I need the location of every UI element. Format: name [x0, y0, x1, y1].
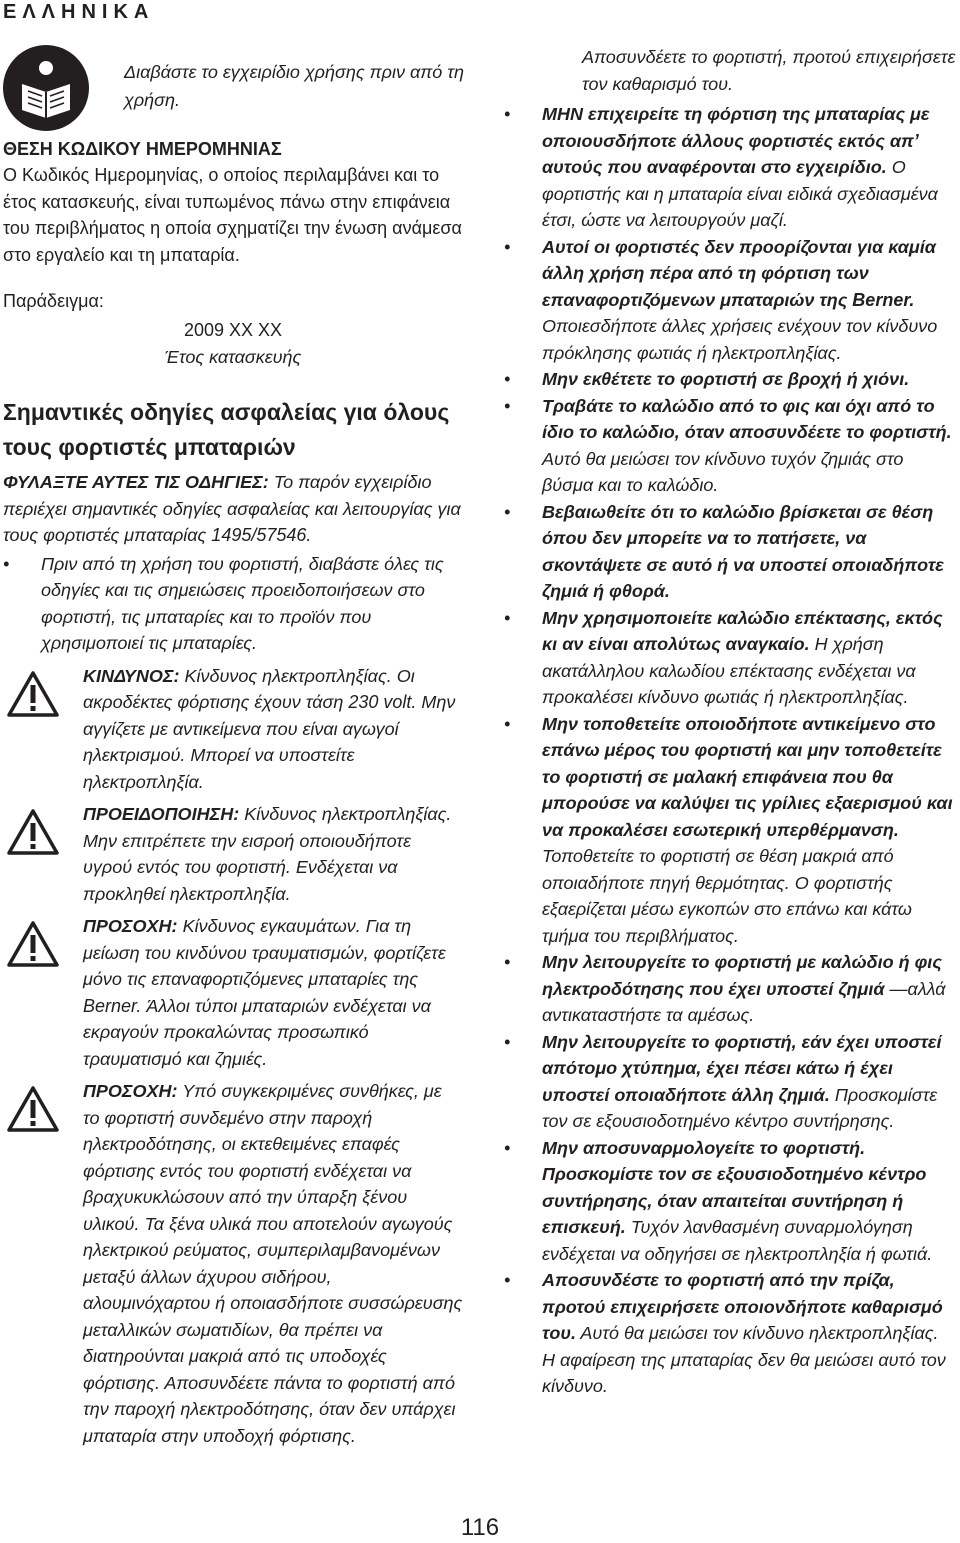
warning-triangle-icon [7, 809, 59, 855]
bullet-text: Τυχόν λανθασμένη συναρμολόγηση ενδέχεται να οδηγήσει σε ηλεκτροπληξία ή φωτιά. [542, 1217, 933, 1264]
warning-danger [3, 663, 463, 796]
list-item [504, 949, 956, 1029]
bullet-bold-text: Αυτοί οι φορτιστές δεν προορίζονται για καμία άλλη χρήση πέρα από τη φόρτιση των επαναφορτιζόμενων μπαταριών της Berner. [542, 236, 936, 310]
bullet-text: Οποιεσδήποτε άλλες χρήσεις ενέχουν τον κίνδυνο πρόκλησης φωτιάς ή ηλεκτροπληξίας. [542, 316, 938, 363]
warning-burn [3, 913, 463, 1072]
bullet-bold-text: Μην λειτουργείτε το φορτιστή, εάν έχει υποστεί απότομο χτύπημα, έχει πέσει κάτω ή έχει υποστεί οποιαδήποτε άλλη ζημιά. [542, 1031, 942, 1105]
warning-title: ΠΡΟΕΙΔΟΠΟΙΗΣΗ: [83, 804, 240, 824]
bullet-bold-text: Βεβαιωθείτε ότι το καλώδιο βρίσκεται σε θέση όπου δεν μπορείτε να το πατήσετε, να σκοντάψετε σε αυτό ή να υποστεί οποιαδήποτε ζημιά ή φθορά. [542, 501, 944, 601]
bullet-dot: • [504, 501, 511, 522]
bullet-text: Ο φορτιστής και η μπαταρία είναι ειδικά σχεδιασμένα έτσι, ώστε να λειτουργούν μαζί. [542, 157, 938, 230]
bullet-bold-text: Μην χρησιμοποιείτε καλώδιο επέκτασης, εκτός κι αν είναι απολύτως αναγκαίο. [542, 607, 943, 654]
example-date-code: 2009 XX XX [183, 320, 283, 340]
warning-text: Υπό συγκεκριμένες συνθήκες, με το φορτιστή συνδεμένο στην παροχή ηλεκτροδότησης, οι εκτεθειμένες επαφές φόρτισης εντός του φορτιστή ενδέχεται να βραχυκυκλώσουν από την ύπαρξη ξένου υλικού. Τα ξένα υλικά που αποτελούν αγωγούς ηλεκτρικού ρεύματος, συμπεριλαμβανομένων μεταξύ άλλων άχυρου σιδήρου, αλουμινόχαρτου ή οποιασδήποτε συσσώρευσης μεταλλικών σωματιδίων, θα πρέπει να διατηρούνται μακριά από τις υποδοχές φόρτισης. Αποσυνδέετε πάντα το φορτιστή από την παροχή ηλεκτροδότησης, όταν δεν υπάρχει μπαταρία στην υποδοχή φόρτισης. [83, 1081, 463, 1446]
bullet-dot: • [504, 952, 511, 972]
list-item [504, 499, 956, 605]
bullet-dot: • [504, 369, 511, 389]
warning-triangle-icon [7, 1086, 59, 1132]
bullet-text: Τοποθετείτε το φορτιστή σε θέση μακριά από οποιαδήποτε πηγή θερμότητας. Ο φορτιστής εξαερίζεται μέσω εγκοπών στο επάνω και κάτω τμήμα του περιβλήματος. [542, 846, 912, 946]
bullet-dot: • [504, 1031, 511, 1052]
first-bullet [3, 551, 463, 657]
example-label: Παράδειγμα: [3, 291, 104, 311]
list-item [504, 234, 956, 367]
bullet-dot: • [504, 1270, 511, 1290]
safety-title: Σημαντικές οδηγίες ασφαλείας για όλους τους φορτιστές μπαταριών [3, 399, 450, 460]
list-item [504, 1135, 956, 1268]
read-manual-text: Διαβάστε το εγχειρίδιο χρήσης πριν από τη χρήση. [124, 62, 465, 110]
language-heading: ΕΛΛΗΝΙΚΑ [3, 1, 155, 23]
bullet-bold-text: Μην εκθέτετε το φορτιστή σε βροχή ή χιόνι. [542, 369, 910, 389]
warning-text: Κίνδυνος ηλεκτροπληξίας. Οι ακροδέκτες φόρτισης έχουν τάση 230 volt. Μην αγγίζετε με αντικείμενα που είναι αγωγοί ηλεκτρισμού. Μπορεί να υποστείτε ηλεκτροπληξία. [83, 665, 456, 792]
warning-short-circuit [3, 1078, 463, 1449]
example-caption: Έτος κατασκευής [164, 347, 302, 367]
warning-text: Κίνδυνος εγκαυμάτων. Για τη μείωση του κινδύνου τραυματισμών, φορτίζετε μόνο τις επαναφορτιζόμενες μπαταρίες της Berner. Άλλοι τύποι μπαταριών ενδέχεται να εκραγούν προκαλώντας προσωπικό τραυματισμό και ζημιές. [83, 916, 446, 1069]
bullet-dot: • [504, 1137, 511, 1158]
left-column [3, 136, 463, 1449]
list-item [504, 605, 956, 711]
bullet-text: Προσκομίστε τον σε εξουσιοδοτημένο κέντρο συντήρησης. [542, 1084, 938, 1131]
bullet-bold-text: Μην αποσυναρμολογείτε το φορτιστή. Προσκομίστε τον σε εξουσιοδοτημένο κέντρο συντήρησης, όταν απαιτείται συντήρηση ή επισκευή. [542, 1137, 927, 1237]
first-bullet-text: Πριν από τη χρήση του φορτιστή, διαβάστε όλες τις οδηγίες και τις σημειώσεις προειδοποιήσεων στο φορτιστή, τις μπαταρίες και το προϊόν που χρησιμοποιεί τις μπαταρίες. [41, 553, 444, 653]
list-item [504, 101, 956, 234]
right-column [504, 44, 956, 1400]
bullet-text: Αυτό θα μειώσει τον κίνδυνο ηλεκτροπληξίας. Η αφαίρεση της μπαταρίας δεν θα μειώσει αυτό τον κίνδυνο. [542, 1323, 946, 1396]
bullet-bold-text: Μην λειτουργείτε το φορτιστή με καλώδιο ή φις ηλεκτροδότησης που έχει υποστεί ζημιά [542, 952, 942, 999]
warning-triangle-icon [7, 921, 59, 967]
continuation-text: Αποσυνδέετε το φορτιστή, προτού επιχειρήσετε τον καθαρισμό του. [582, 47, 956, 94]
list-item [504, 366, 956, 393]
save-instructions-label: ΦΥΛΑΞΤΕ ΑΥΤΕΣ ΤΙΣ ΟΔΗΓΙΕΣ: [3, 472, 269, 492]
warning-title: ΚΙΝΔΥΝΟΣ: [83, 665, 180, 686]
bullet-text: —αλλά αντικαταστήστε τα αμέσως. [542, 978, 946, 1025]
warning-text: Κίνδυνος ηλεκτροπληξίας. Μην επιτρέπετε την εισροή οποιουδήποτε υγρού εντός του φορτιστή. Ενδέχεται να προκληθεί ηλεκτροπληξία. [83, 804, 452, 904]
bullet-bold-text: Τραβάτε το καλώδιο από το φις και όχι από το ίδιο το καλώδιο, όταν αποσυνδέετε το φορτιστή. [542, 395, 952, 442]
warning-title: ΠΡΟΣΟΧΗ: [83, 1081, 178, 1101]
bullet-dot: • [504, 607, 511, 628]
bullet-dot: • [504, 395, 511, 416]
warning-caution-shock [3, 801, 463, 907]
warning-title: ΠΡΟΣΟΧΗ: [83, 916, 178, 936]
bullet-dot: • [504, 713, 511, 734]
list-item [504, 1029, 956, 1135]
list-item [504, 1267, 956, 1400]
bullet-text: Η χρήση ακατάλληλου καλωδίου επέκτασης ενδέχεται να προκαλέσει κίνδυνο φωτιάς ή ηλεκτροπληξίας. [542, 634, 916, 707]
page-number: 116 [460, 1514, 500, 1541]
list-item [504, 393, 956, 499]
list-item [504, 711, 956, 950]
bullet-bold-text: Μην τοποθετείτε οποιοδήποτε αντικείμενο στο επάνω μέρος του φορτιστή και μην τοποθετείτε το φορτιστή σε μαλακή επιφάνεια που θα μπορούσε να καλύψει τις γρίλιες εξαερισμού και να προκαλέσει εσωτερική υπερθέρμανση. [542, 713, 953, 840]
bullet-dot: • [504, 236, 511, 257]
save-instructions-text: Το παρόν εγχειρίδιο περιέχει σημαντικές οδηγίες ασφαλείας και λειτουργίας για τους φορτιστές μπαταρίας 1495/57546. [3, 472, 461, 545]
bullet-text: Αυτό θα μειώσει τον κίνδυνο τυχόν ζημιάς στο βύσμα και το καλώδιο. [542, 448, 904, 495]
bullet-bold-text: ΜΗΝ επιχειρείτε τη φόρτιση της μπαταρίας με οποιουσδήποτε άλλους φορτιστές εκτός απ’ αυτούς που αναφέρονται στο εγχειρίδιο. [542, 104, 930, 177]
warning-triangle-icon [7, 671, 59, 717]
bullet-bold-text: Αποσυνδέστε το φορτιστή από την πρίζα, προτού επιχειρήσετε οποιονδήποτε καθαρισμό του. [542, 1270, 943, 1343]
date-code-body: Ο Κωδικός Ημερομηνίας, ο οποίος περιλαμβάνει και το έτος κατασκευής, είναι τυπωμένος πάνω στην επιφάνεια του περιβλήματος η οποία σχηματίζει την ένωση ανάμεσα στο εργαλείο και τη μπαταρία. [3, 165, 462, 265]
read-manual-icon [2, 44, 90, 132]
save-instructions [3, 469, 463, 549]
bullet-dot: • [3, 553, 10, 574]
bullet-dot: • [504, 104, 511, 124]
date-code-heading: ΘΕΣΗ ΚΩΔΙΚΟΥ ΗΜΕΡΟΜΗΝΙΑΣ [3, 139, 282, 159]
